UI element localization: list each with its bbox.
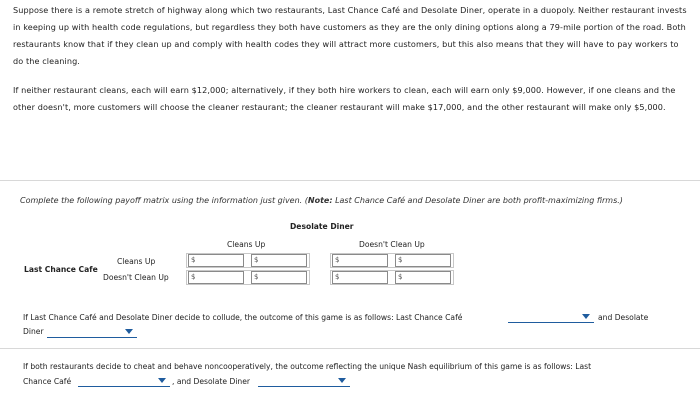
chevron-down-icon [582,314,590,319]
collusion-question-text-2: and Desolate [598,313,649,322]
nash-question-text-3: , and Desolate Diner [172,377,251,386]
nash-lastchance-dropdown[interactable] [78,374,170,387]
nash-desolate-dropdown[interactable] [258,374,350,387]
matrix-instruction: Complete the following payoff matrix using the information just given. (Note: Last Chance Café and Desolate Diner are both profit-maximizing firms.) [20,196,623,205]
chevron-down-icon [158,378,166,383]
payoff-input-cc-desolate[interactable]: $ [251,254,307,267]
chevron-down-icon [338,378,346,383]
problem-paragraph-2: If neither restaurant cleans, each will earn $12,000; alternatively, if they both hire workers to clean, each will earn only $9,000. However, if one cleans and the other doesn't, more customers will choose the cleaner restaurant; the cleaner restaurant will make $17,000, and the other restaurant will make only $5,000. [13,85,676,112]
collusion-question-text: If Last Chance Café and Desolate Diner decide to collude, the outcome of this game is as follows: Last Chance Café [23,313,463,322]
payoff-input-dd-lastchance[interactable]: $ [332,271,388,284]
payoff-input-dd-desolate[interactable]: $ [395,271,451,284]
problem-paragraph-1: Suppose there is a remote stretch of highway along which two restaurants, Last Chance Café and Desolate Diner, operate in a duopoly. Neither restaurant invests in keeping up with health code regulations, but regardless they both have customers as they are the only dining options along a 79-mile portion of the road. Both restaurants know that if they clean up and comply with health codes they will attract more customers, but this also means that they will have to pay workers to do the cleaning. [13,5,687,66]
payoff-input-cc-lastchance[interactable]: $ [188,254,244,267]
chevron-down-icon [125,329,133,334]
collusion-lastchance-dropdown[interactable] [508,310,594,323]
column-header-cleans-up: Cleans Up [227,240,266,249]
column-header-doesnt-clean: Doesn't Clean Up [359,240,425,249]
payoff-input-dc-lastchance[interactable]: $ [188,271,244,284]
row-header-cleans-up: Cleans Up [117,257,156,266]
row-header-doesnt-clean: Doesn't Clean Up [103,273,169,282]
payoff-input-cd-lastchance[interactable]: $ [332,254,388,267]
payoff-input-dc-desolate[interactable]: $ [251,271,307,284]
collusion-desolate-dropdown[interactable] [47,325,137,338]
row-player-label: Last Chance Cafe [24,265,98,274]
section-divider [0,180,700,181]
column-player-label: Desolate Diner [290,222,354,231]
nash-question-text: If both restaurants decide to cheat and behave noncooperatively, the outcome reflecting the unique Nash equilibrium of this game is as follows: Last [23,362,592,371]
nash-question-text-2: Chance Café [23,377,72,386]
section-divider-2 [0,348,700,349]
note-label: Note: [307,196,333,205]
collusion-question-text-3: Diner [23,327,44,336]
payoff-input-cd-desolate[interactable]: $ [395,254,451,267]
